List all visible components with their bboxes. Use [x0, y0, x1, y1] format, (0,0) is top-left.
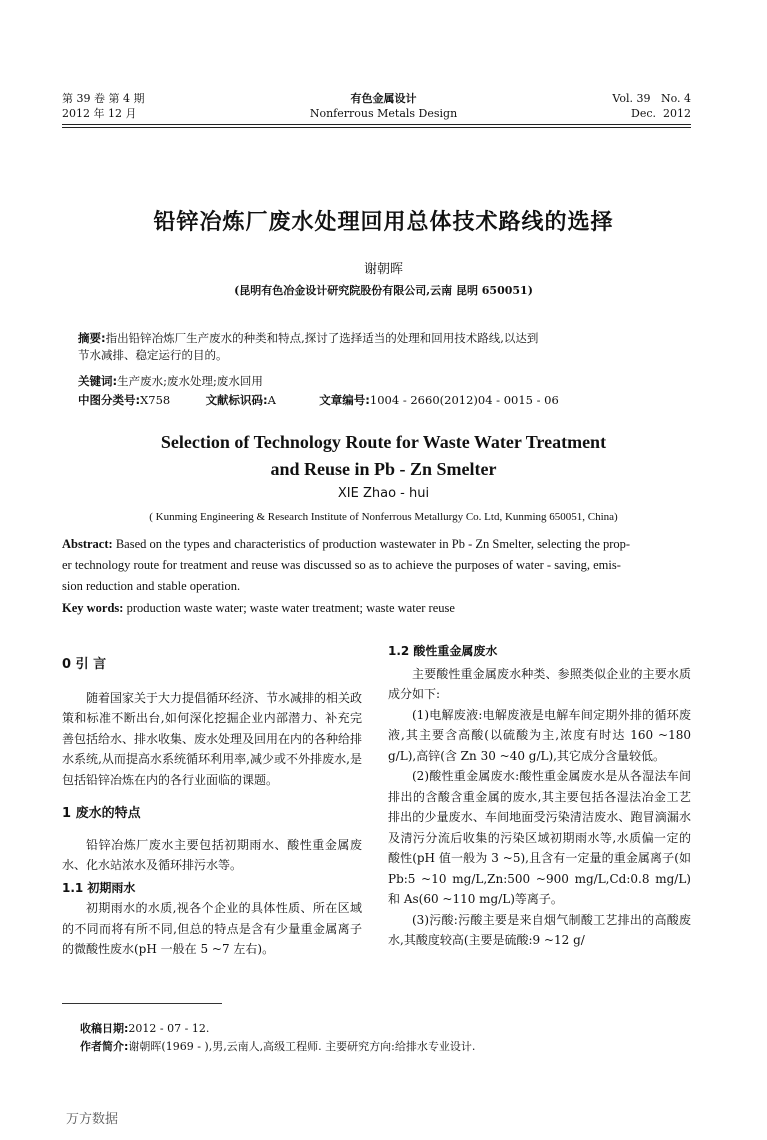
- left-column: [62, 655, 362, 960]
- header-rule: [62, 124, 691, 125]
- article-number-value: 1004 - 2660(2012)04 - 0015 - 06: [369, 393, 559, 407]
- classification-line: [78, 392, 698, 409]
- footnote-rule: [62, 1003, 222, 1004]
- volume-issue-en: Vol. 39 No. 4: [612, 92, 691, 105]
- keywords-cn: [78, 373, 263, 390]
- doc-code-value: A: [267, 393, 276, 407]
- abstract-cn-label: 摘要:: [78, 331, 106, 345]
- abstract-en-label: Abstract:: [62, 537, 113, 551]
- doc-code-label: 文献标识码:: [205, 393, 268, 407]
- received-date-label: 收稿日期:: [80, 1022, 129, 1035]
- section-1-2-paragraph-1: 主要酸性重金属废水种类、参照类似企业的主要水质成分如下:: [388, 666, 691, 701]
- journal-name-en: Nonferrous Metals Design: [309, 107, 458, 120]
- clc-label: 中图分类号:: [78, 393, 141, 407]
- section-0-heading: 0 引 言: [62, 657, 107, 672]
- abstract-en-line3: sion reduction and stable operation.: [62, 579, 241, 593]
- section-0-paragraph: 随着国家关于大力提倡循环经济、节水减排的相关政策和标准不断出台,如何深化挖掘企业内部潜力、补充完善包括给水、排水收集、废水处理及回用在内的各种给排水系统,从而提高水系统循环利用率,减少或不外排废水,是包括铅锌冶炼在内的各行业面临的课题。: [62, 690, 363, 787]
- paper-title-cn: 铅锌冶炼厂废水处理回用总体技术路线的选择: [153, 210, 614, 235]
- paper-title-en-line1: Selection of Technology Route for Waste Water Treatment: [160, 432, 607, 452]
- keywords-en-text: production waste water; waste water treatment; waste water reuse: [126, 601, 455, 615]
- affiliation-cn: (昆明有色冶金设计研究院股份有限公司,云南 昆明 650051): [234, 284, 533, 297]
- section-1-paragraph: 铅锌冶炼厂废水主要包括初期雨水、酸性重金属废水、化水站浓水及循环排污水等。: [62, 837, 362, 872]
- author-cn: 谢朝晖: [363, 262, 403, 277]
- section-1-2-paragraph-2: (1)电解废液:电解废液是电解车间定期外排的循环废液,其主要含高酸(以硫酸为主,浓度有时达 160 ~180 g/L),高锌(含 Zn 30 ~40 g/L),其它成分含量较低。: [388, 707, 691, 763]
- author-bio-label: 作者简介:: [80, 1040, 129, 1053]
- keywords-en-label: Key words:: [62, 601, 124, 615]
- journal-issue-en: [612, 91, 691, 121]
- affiliation-en: ( Kunming Engineering & Research Institute of Nonferrous Metallurgy Co. Ltd, Kunming 650051, China): [149, 511, 618, 523]
- abstract-cn-line1: 指出铅锌冶炼厂生产废水的种类和特点,探讨了选择适当的处理和回用技术路线,以达到: [105, 331, 539, 345]
- watermark: 万方数据: [66, 1112, 119, 1127]
- footnotes: [80, 1020, 690, 1056]
- volume-issue-cn: 第 39 卷 第 4 期: [62, 92, 145, 105]
- abstract-cn-line2: 节水减排、稳定运行的目的。: [78, 348, 228, 362]
- date-cn: 2012 年 12 月: [62, 107, 137, 120]
- section-1-1-heading: 1.1 初期雨水: [62, 880, 136, 895]
- author-bio-value: 谢朝晖(1969 - ),男,云南人,高级工程师. 主要研究方向:给排水专业设计.: [128, 1040, 476, 1053]
- abstract-en-line1: Based on the types and characteristics of production wastewater in Pb - Zn Smelter, selecting the prop-: [115, 537, 631, 551]
- paper-title-en-line2: and Reuse in Pb - Zn Smelter: [270, 459, 497, 479]
- keywords-en: [62, 598, 691, 619]
- abstract-cn: [78, 330, 688, 364]
- section-1-2-paragraph-3: (2)酸性重金属废水:酸性重金属废水是从各湿法车间排出的含酸含重金属的废水,其主要包括各湿法冶金工艺排出的少量废水、车间地面受污染清洁废水、跑冒滴漏水及清污分流后收集的污染区域初期雨水等,水质偏一定的酸性(pH 值一般为 3 ~5),且含有一定量的重金属离子(如 Pb:5 ~10 mg/L,Zn:500 ~900 mg/L,Cd:0.8 mg/L)和 As(60 ~110 mg/L)等离子。: [388, 769, 691, 906]
- section-1-heading: 1 废水的特点: [62, 806, 141, 821]
- keywords-cn-label: 关键词:: [78, 374, 118, 388]
- header-rule-2: [62, 127, 691, 128]
- clc-value: X758: [140, 393, 171, 407]
- abstract-en-line2: er technology route for treatment and reuse was discussed so as to achieve the purposes of water - saving, emis-: [62, 558, 621, 572]
- article-number-label: 文章编号:: [319, 393, 370, 407]
- date-en: Dec. 2012: [631, 107, 691, 120]
- section-1-2-heading: 1.2 酸性重金属废水: [388, 644, 498, 658]
- author-en: XIE Zhao - hui: [337, 486, 430, 501]
- section-1-2-paragraph-4: (3)污酸:污酸主要是来自烟气制酸工艺排出的高酸废水,其酸度较高(主要是硫酸:9 ~12 g/: [388, 912, 691, 947]
- abstract-en: [62, 534, 691, 597]
- journal-name-cn: 有色金属设计: [350, 92, 417, 105]
- section-1-1-paragraph: 初期雨水的水质,视各个企业的具体性质、所在区域的不同而将有所不同,但总的特点是含有少量重金属离子的微酸性废水(pH 一般在 5 ~7 左右)。: [62, 901, 362, 956]
- right-column: [388, 641, 691, 951]
- received-date-value: 2012 - 07 - 12.: [128, 1022, 210, 1035]
- keywords-cn-text: 生产废水;废水处理;废水回用: [117, 374, 263, 388]
